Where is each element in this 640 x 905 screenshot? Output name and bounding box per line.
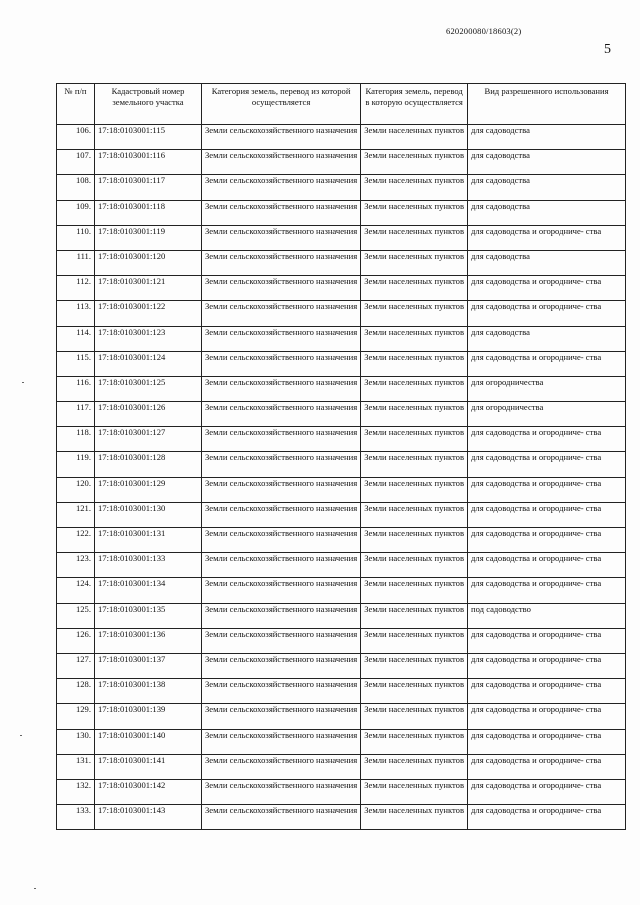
row-number-cell: 119. bbox=[57, 452, 95, 477]
category-to-cell: Земли населенных пунктов bbox=[361, 427, 468, 452]
category-to-cell: Земли населенных пунктов bbox=[361, 578, 468, 603]
table-row bbox=[57, 326, 626, 351]
permitted-use-cell: для садоводства и огородниче- ства bbox=[468, 452, 626, 477]
category-to-cell: Земли населенных пунктов bbox=[361, 628, 468, 653]
col-header-permitted-use: Вид разрешенного использования bbox=[468, 84, 626, 125]
category-to-cell: Земли населенных пунктов bbox=[361, 553, 468, 578]
cadastral-number-cell: 17:18:0103001:115 bbox=[95, 125, 202, 150]
permitted-use-cell: для садоводства bbox=[468, 150, 626, 175]
permitted-use-cell: для огородничества bbox=[468, 402, 626, 427]
permitted-use-cell: для садоводства и огородниче- ства bbox=[468, 477, 626, 502]
table-row bbox=[57, 125, 626, 150]
table-row bbox=[57, 628, 626, 653]
table-row bbox=[57, 704, 626, 729]
permitted-use-cell: для садоводства и огородниче- ства bbox=[468, 351, 626, 376]
category-from-cell: Земли сельскохозяйственного назначения bbox=[202, 175, 361, 200]
table-row bbox=[57, 754, 626, 779]
cadastral-number-cell: 17:18:0103001:143 bbox=[95, 805, 202, 830]
category-from-cell: Земли сельскохозяйственного назначения bbox=[202, 502, 361, 527]
row-number-cell: 131. bbox=[57, 754, 95, 779]
permitted-use-cell: для садоводства bbox=[468, 175, 626, 200]
category-from-cell: Земли сельскохозяйственного назначения bbox=[202, 301, 361, 326]
cadastral-number-cell: 17:18:0103001:129 bbox=[95, 477, 202, 502]
permitted-use-cell: для садоводства и огородниче- ства bbox=[468, 301, 626, 326]
category-to-cell: Земли населенных пунктов bbox=[361, 301, 468, 326]
category-to-cell: Земли населенных пунктов bbox=[361, 326, 468, 351]
table-row bbox=[57, 528, 626, 553]
table-header-row bbox=[57, 84, 626, 125]
category-from-cell: Земли сельскохозяйственного назначения bbox=[202, 603, 361, 628]
table-row bbox=[57, 653, 626, 678]
category-from-cell: Земли сельскохозяйственного назначения bbox=[202, 805, 361, 830]
permitted-use-cell: для садоводства bbox=[468, 250, 626, 275]
cadastral-number-cell: 17:18:0103001:121 bbox=[95, 276, 202, 301]
category-from-cell: Земли сельскохозяйственного назначения bbox=[202, 250, 361, 275]
category-from-cell: Земли сельскохозяйственного назначения bbox=[202, 326, 361, 351]
row-number-cell: 113. bbox=[57, 301, 95, 326]
cadastral-number-cell: 17:18:0103001:142 bbox=[95, 779, 202, 804]
permitted-use-cell: для садоводства bbox=[468, 326, 626, 351]
table-row bbox=[57, 502, 626, 527]
scan-speck bbox=[34, 888, 36, 889]
cadastral-number-cell: 17:18:0103001:117 bbox=[95, 175, 202, 200]
permitted-use-cell: для садоводства и огородниче- ства bbox=[468, 704, 626, 729]
category-to-cell: Земли населенных пунктов bbox=[361, 729, 468, 754]
permitted-use-cell: для садоводства и огородниче- ства bbox=[468, 553, 626, 578]
permitted-use-cell: для садоводства и огородниче- ства bbox=[468, 779, 626, 804]
row-number-cell: 118. bbox=[57, 427, 95, 452]
cadastral-number-cell: 17:18:0103001:116 bbox=[95, 150, 202, 175]
table-row bbox=[57, 679, 626, 704]
table-row bbox=[57, 779, 626, 804]
category-from-cell: Земли сельскохозяйственного назначения bbox=[202, 276, 361, 301]
category-from-cell: Земли сельскохозяйственного назначения bbox=[202, 200, 361, 225]
category-to-cell: Земли населенных пунктов bbox=[361, 477, 468, 502]
row-number-cell: 106. bbox=[57, 125, 95, 150]
permitted-use-cell: для садоводства и огородниче- ства bbox=[468, 276, 626, 301]
row-number-cell: 127. bbox=[57, 653, 95, 678]
category-from-cell: Земли сельскохозяйственного назначения bbox=[202, 779, 361, 804]
cadastral-number-cell: 17:18:0103001:135 bbox=[95, 603, 202, 628]
permitted-use-cell: для садоводства и огородниче- ства bbox=[468, 528, 626, 553]
permitted-use-cell: для садоводства и огородниче- ства bbox=[468, 427, 626, 452]
row-number-cell: 132. bbox=[57, 779, 95, 804]
permitted-use-cell: для садоводства и огородниче- ства bbox=[468, 653, 626, 678]
category-from-cell: Земли сельскохозяйственного назначения bbox=[202, 754, 361, 779]
row-number-cell: 114. bbox=[57, 326, 95, 351]
row-number-cell: 117. bbox=[57, 402, 95, 427]
category-to-cell: Земли населенных пунктов bbox=[361, 351, 468, 376]
permitted-use-cell: для садоводства и огородниче- ства bbox=[468, 578, 626, 603]
category-to-cell: Земли населенных пунктов bbox=[361, 679, 468, 704]
land-parcel-table bbox=[56, 83, 626, 830]
permitted-use-cell: под садоводство bbox=[468, 603, 626, 628]
category-from-cell: Земли сельскохозяйственного назначения bbox=[202, 578, 361, 603]
cadastral-number-cell: 17:18:0103001:136 bbox=[95, 628, 202, 653]
table-row bbox=[57, 200, 626, 225]
category-to-cell: Земли населенных пунктов bbox=[361, 250, 468, 275]
row-number-cell: 116. bbox=[57, 376, 95, 401]
permitted-use-cell: для садоводства и огородниче- ства bbox=[468, 628, 626, 653]
row-number-cell: 122. bbox=[57, 528, 95, 553]
table-row bbox=[57, 427, 626, 452]
category-to-cell: Земли населенных пунктов bbox=[361, 704, 468, 729]
permitted-use-cell: для садоводства bbox=[468, 200, 626, 225]
category-from-cell: Земли сельскохозяйственного назначения bbox=[202, 402, 361, 427]
category-from-cell: Земли сельскохозяйственного назначения bbox=[202, 225, 361, 250]
cadastral-number-cell: 17:18:0103001:127 bbox=[95, 427, 202, 452]
row-number-cell: 125. bbox=[57, 603, 95, 628]
category-to-cell: Земли населенных пунктов bbox=[361, 125, 468, 150]
row-number-cell: 128. bbox=[57, 679, 95, 704]
row-number-cell: 115. bbox=[57, 351, 95, 376]
table-row bbox=[57, 603, 626, 628]
cadastral-number-cell: 17:18:0103001:123 bbox=[95, 326, 202, 351]
row-number-cell: 107. bbox=[57, 150, 95, 175]
row-number-cell: 133. bbox=[57, 805, 95, 830]
category-to-cell: Земли населенных пунктов bbox=[361, 502, 468, 527]
cadastral-number-cell: 17:18:0103001:137 bbox=[95, 653, 202, 678]
category-to-cell: Земли населенных пунктов bbox=[361, 376, 468, 401]
table-row bbox=[57, 805, 626, 830]
table-row bbox=[57, 578, 626, 603]
col-header-number: № п/п bbox=[57, 84, 95, 125]
category-to-cell: Земли населенных пунктов bbox=[361, 653, 468, 678]
category-to-cell: Земли населенных пунктов bbox=[361, 452, 468, 477]
cadastral-number-cell: 17:18:0103001:134 bbox=[95, 578, 202, 603]
cadastral-number-cell: 17:18:0103001:125 bbox=[95, 376, 202, 401]
category-from-cell: Земли сельскохозяйственного назначения bbox=[202, 653, 361, 678]
table-row bbox=[57, 553, 626, 578]
category-from-cell: Земли сельскохозяйственного назначения bbox=[202, 125, 361, 150]
category-to-cell: Земли населенных пунктов bbox=[361, 402, 468, 427]
category-from-cell: Земли сельскохозяйственного назначения bbox=[202, 427, 361, 452]
category-from-cell: Земли сельскохозяйственного назначения bbox=[202, 477, 361, 502]
category-from-cell: Земли сельскохозяйственного назначения bbox=[202, 553, 361, 578]
table-row bbox=[57, 150, 626, 175]
row-number-cell: 130. bbox=[57, 729, 95, 754]
table-row bbox=[57, 351, 626, 376]
category-to-cell: Земли населенных пунктов bbox=[361, 779, 468, 804]
table-row bbox=[57, 225, 626, 250]
table-row bbox=[57, 175, 626, 200]
cadastral-number-cell: 17:18:0103001:118 bbox=[95, 200, 202, 225]
category-to-cell: Земли населенных пунктов bbox=[361, 225, 468, 250]
row-number-cell: 108. bbox=[57, 175, 95, 200]
category-to-cell: Земли населенных пунктов bbox=[361, 276, 468, 301]
permitted-use-cell: для садоводства и огородниче- ства bbox=[468, 805, 626, 830]
table-row bbox=[57, 477, 626, 502]
permitted-use-cell: для садоводства и огородниче- ства bbox=[468, 754, 626, 779]
category-to-cell: Земли населенных пунктов bbox=[361, 754, 468, 779]
category-from-cell: Земли сельскохозяйственного назначения bbox=[202, 376, 361, 401]
permitted-use-cell: для садоводства и огородниче- ства bbox=[468, 502, 626, 527]
row-number-cell: 124. bbox=[57, 578, 95, 603]
category-to-cell: Земли населенных пунктов bbox=[361, 150, 468, 175]
cadastral-number-cell: 17:18:0103001:128 bbox=[95, 452, 202, 477]
table-row bbox=[57, 402, 626, 427]
category-to-cell: Земли населенных пунктов bbox=[361, 200, 468, 225]
col-header-category-to: Категория земель, перевод в которую осуществляется bbox=[361, 84, 468, 125]
row-number-cell: 129. bbox=[57, 704, 95, 729]
table-body bbox=[57, 125, 626, 830]
table-row bbox=[57, 376, 626, 401]
cadastral-number-cell: 17:18:0103001:130 bbox=[95, 502, 202, 527]
row-number-cell: 123. bbox=[57, 553, 95, 578]
category-from-cell: Земли сельскохозяйственного назначения bbox=[202, 679, 361, 704]
scan-speck bbox=[20, 735, 22, 736]
permitted-use-cell: для садоводства bbox=[468, 125, 626, 150]
category-from-cell: Земли сельскохозяйственного назначения bbox=[202, 729, 361, 754]
cadastral-number-cell: 17:18:0103001:131 bbox=[95, 528, 202, 553]
cadastral-number-cell: 17:18:0103001:120 bbox=[95, 250, 202, 275]
row-number-cell: 111. bbox=[57, 250, 95, 275]
table-row bbox=[57, 276, 626, 301]
cadastral-number-cell: 17:18:0103001:126 bbox=[95, 402, 202, 427]
table-row bbox=[57, 729, 626, 754]
document-id: 620200080/18603(2) bbox=[446, 26, 522, 36]
page-number: 5 bbox=[604, 42, 611, 57]
category-from-cell: Земли сельскохозяйственного назначения bbox=[202, 528, 361, 553]
cadastral-number-cell: 17:18:0103001:141 bbox=[95, 754, 202, 779]
row-number-cell: 112. bbox=[57, 276, 95, 301]
scan-speck bbox=[22, 382, 24, 383]
permitted-use-cell: для садоводства и огородниче- ства bbox=[468, 729, 626, 754]
permitted-use-cell: для садоводства и огородниче- ства bbox=[468, 679, 626, 704]
cadastral-number-cell: 17:18:0103001:139 bbox=[95, 704, 202, 729]
cadastral-number-cell: 17:18:0103001:124 bbox=[95, 351, 202, 376]
category-to-cell: Земли населенных пунктов bbox=[361, 805, 468, 830]
cadastral-number-cell: 17:18:0103001:138 bbox=[95, 679, 202, 704]
category-to-cell: Земли населенных пунктов bbox=[361, 175, 468, 200]
category-to-cell: Земли населенных пунктов bbox=[361, 603, 468, 628]
row-number-cell: 109. bbox=[57, 200, 95, 225]
category-from-cell: Земли сельскохозяйственного назначения bbox=[202, 704, 361, 729]
col-header-cadastral: Кадастровый номер земельного участка bbox=[95, 84, 202, 125]
col-header-category-from: Категория земель, перевод из которой осуществляется bbox=[202, 84, 361, 125]
row-number-cell: 120. bbox=[57, 477, 95, 502]
cadastral-number-cell: 17:18:0103001:140 bbox=[95, 729, 202, 754]
category-from-cell: Земли сельскохозяйственного назначения bbox=[202, 150, 361, 175]
table-row bbox=[57, 301, 626, 326]
category-from-cell: Земли сельскохозяйственного назначения bbox=[202, 628, 361, 653]
permitted-use-cell: для садоводства и огородниче- ства bbox=[468, 225, 626, 250]
table-row bbox=[57, 250, 626, 275]
row-number-cell: 126. bbox=[57, 628, 95, 653]
permitted-use-cell: для огородничества bbox=[468, 376, 626, 401]
cadastral-number-cell: 17:18:0103001:133 bbox=[95, 553, 202, 578]
row-number-cell: 110. bbox=[57, 225, 95, 250]
category-from-cell: Земли сельскохозяйственного назначения bbox=[202, 351, 361, 376]
cadastral-number-cell: 17:18:0103001:122 bbox=[95, 301, 202, 326]
cadastral-number-cell: 17:18:0103001:119 bbox=[95, 225, 202, 250]
row-number-cell: 121. bbox=[57, 502, 95, 527]
category-to-cell: Земли населенных пунктов bbox=[361, 528, 468, 553]
category-from-cell: Земли сельскохозяйственного назначения bbox=[202, 452, 361, 477]
table-row bbox=[57, 452, 626, 477]
